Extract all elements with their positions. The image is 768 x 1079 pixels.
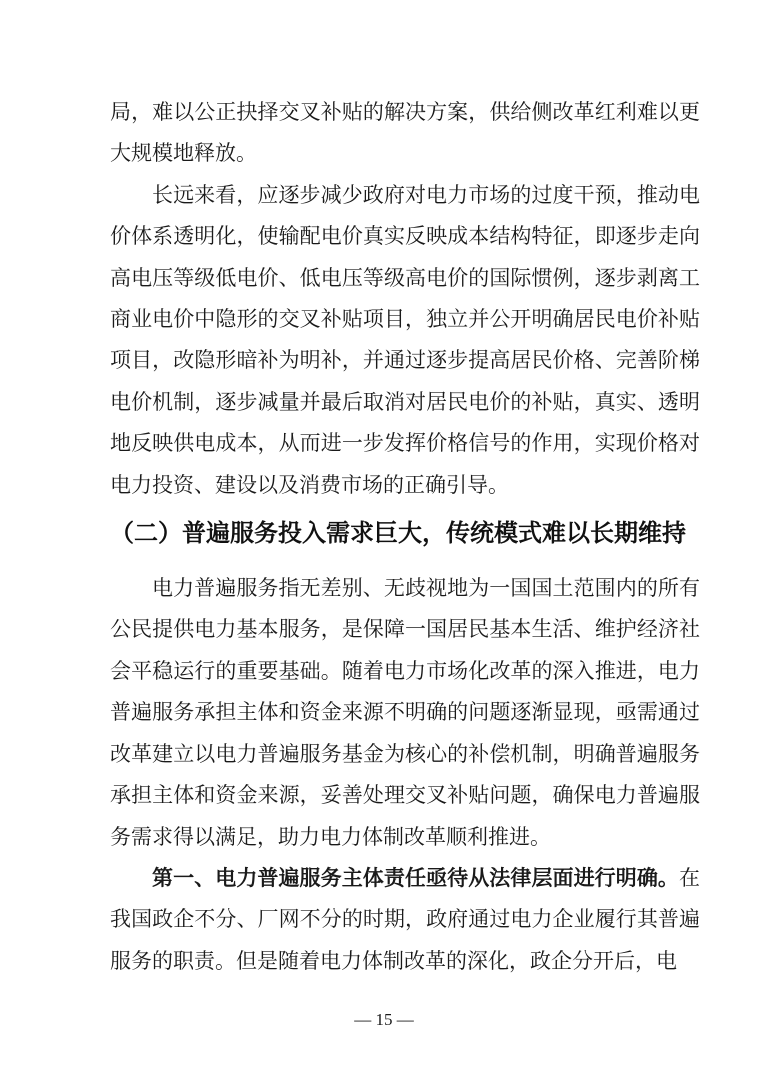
section-heading-universal-service: （二）普遍服务投入需求巨大，传统模式难以长期维持 (110, 520, 686, 548)
document-body (110, 92, 700, 982)
paragraph-long-term-view: 长远来看，应逐步减少政府对电力市场的过度干预，推动电价体系透明化，使输配电价真实反映成本结构特征，即逐步走向高电压等级低电价、低电压等级高电价的国际惯例，逐步剥离工商业电价中隐形的交叉补贴项目，独立并公开明确居民电价补贴项目，改隐形暗补为明补，并通过逐步提高居民价格、完善阶梯电价机制，逐步减量并最后取消对居民电价的补贴，真实、透明地反映供电成本，从而进一步发挥价格信号的作用，实现价格对电力投资、建设以及消费市场的正确引导。 (110, 182, 700, 497)
paragraph-first-point-text: 在我国政企不分、厂网不分的时期，政府通过电力企业履行其普遍服务的职责。但是随着电力体制改革的深化，政企分开后，电 (110, 865, 700, 973)
page-number: — 15 — (354, 1010, 414, 1029)
paragraph-bold-lead: 第一、电力普遍服务主体责任亟待从法律层面进行明确。 (152, 865, 679, 890)
paragraph-first-point (110, 858, 700, 982)
paragraph-continuation: 局，难以公正抉择交叉补贴的解决方案，供给侧改革红利难以更大规模地释放。 (110, 100, 700, 166)
paragraph-universal-service-definition: 电力普遍服务指无差别、无歧视地为一国国土范围内的所有公民提供电力基本服务，是保障一国居民基本生活、维护经济社会平稳运行的重要基础。随着电力市场化改革的深入推进，电力普遍服务承担主体和资金来源不明确的问题逐渐显现，亟需通过改革建立以电力普遍服务基金为核心的补偿机制，明确普遍服务承担主体和资金来源，妥善处理交叉补贴问题，确保电力普遍服务需求得以满足，助力电力体制改革顺利推进。 (110, 576, 700, 849)
page-footer (0, 1008, 768, 1032)
